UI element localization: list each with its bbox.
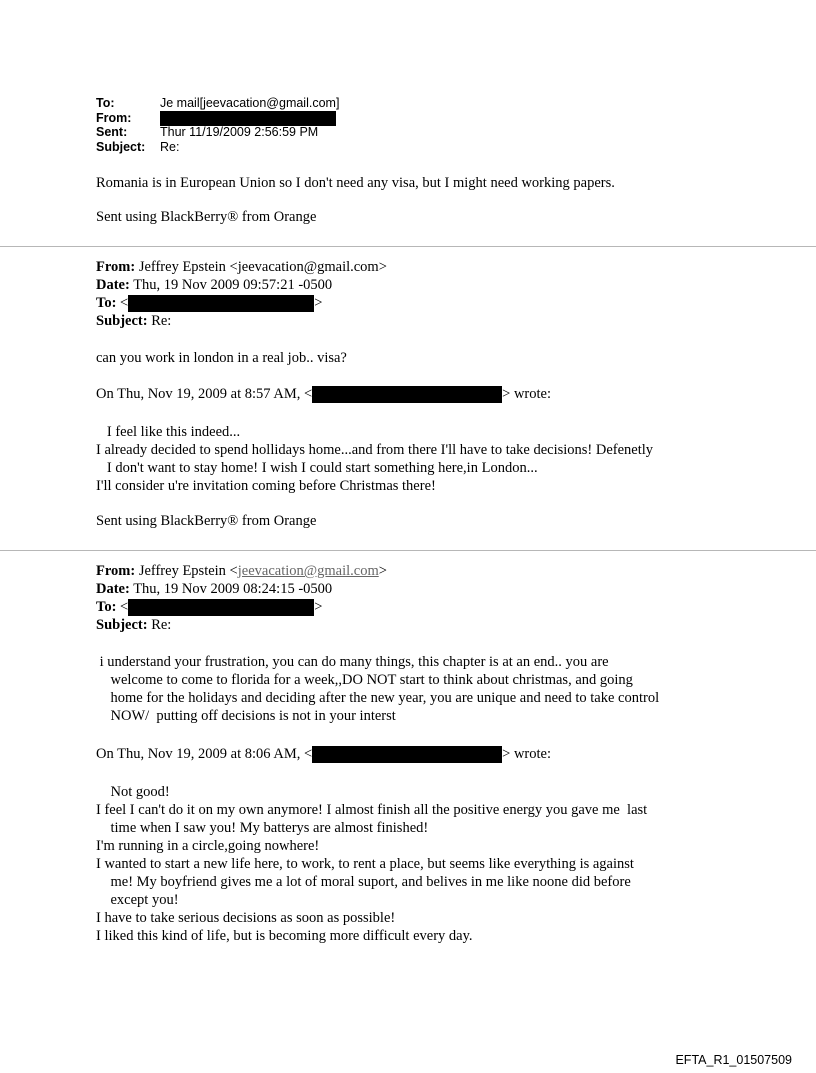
message-meta	[96, 258, 387, 330]
date-value: Thu, 19 Nov 2009 08:24:15 -0500	[133, 581, 333, 597]
subject-value: Re:	[151, 617, 172, 634]
quoted-line: I'm running in a circle,going nowhere!	[96, 838, 320, 854]
redaction-bar	[128, 295, 314, 312]
quoted-line: me! My boyfriend gives me a lot of moral suport, and belives in me like noone did before	[96, 874, 631, 890]
quoted-line: except you!	[96, 892, 179, 908]
message-meta	[96, 562, 387, 634]
quoted-line: I liked this kind of life, but is becoming more difficult every day.	[96, 928, 473, 944]
from-row: From: Jeffrey Epstein <jeevacation@gmail.com>	[96, 259, 387, 275]
sent-label: Sent:	[96, 125, 128, 139]
to-row: To: < >	[96, 599, 323, 615]
message-body-line: i understand your frustration, you can do many things, this chapter is at an end.. you are	[96, 654, 609, 670]
message-body-line: home for the holidays and deciding after the new year, you are unique and need to take control	[96, 690, 660, 706]
sent-value: Thur 11/19/2009 2:56:59 PM	[160, 125, 319, 139]
subject-label: Subject:	[96, 139, 146, 154]
message-body-line: NOW/ putting off decisions is not in your interst	[96, 708, 396, 724]
to-value: Je mail[jeevacation@gmail.com]	[160, 96, 340, 110]
signature: Sent using BlackBerry® from Orange	[96, 209, 317, 225]
header-subject-row	[96, 140, 339, 155]
from-value: Jeffrey Epstein <jeevacation@gmail.com>	[138, 259, 387, 275]
quote-intro: On Thu, Nov 19, 2009 at 8:57 AM, < > wrote:	[96, 386, 552, 402]
separator	[0, 550, 816, 551]
subject-row: Subject: Re:	[96, 617, 172, 634]
email-link[interactable]: jeevacation@gmail.com	[237, 563, 379, 579]
from-label: From:	[96, 110, 132, 125]
message-body: can you work in london in a real job.. visa?	[96, 350, 347, 366]
quoted-line: I wanted to start a new life here, to work, to rent a place, but seems like everything is against	[96, 856, 634, 872]
date-value: Thu, 19 Nov 2009 09:57:21 -0500	[133, 277, 333, 293]
quote-intro: On Thu, Nov 19, 2009 at 8:06 AM, < > wrote:	[96, 746, 552, 762]
document-id: EFTA_R1_01507509	[675, 1053, 792, 1067]
to-label: To:	[96, 96, 115, 110]
from-row: From: Jeffrey Epstein <jeevacation@gmail.com>	[96, 563, 387, 579]
date-row: Date: Thu, 19 Nov 2009 08:24:15 -0500	[96, 581, 333, 597]
separator	[0, 246, 816, 247]
redaction-bar	[128, 599, 314, 616]
quoted-line: I feel I can't do it on my own anymore! I almost finish all the positive energy you gave me last	[96, 802, 648, 818]
quoted-line: I feel like this indeed...	[96, 424, 241, 440]
signature: Sent using BlackBerry® from Orange	[96, 513, 317, 529]
quoted-line: Not good!	[96, 784, 170, 800]
quoted-line: time when I saw you! My batterys are almost finished!	[96, 820, 429, 836]
date-row: Date: Thu, 19 Nov 2009 09:57:21 -0500	[96, 277, 333, 293]
subject-row: Subject: Re:	[96, 313, 172, 330]
quoted-line: I already decided to spend hollidays home...and from there I'll have to take decisions! Defenetly	[96, 442, 654, 458]
subject-value: Re:	[151, 313, 172, 330]
email-header	[96, 96, 339, 154]
quoted-line: I have to take serious decisions as soon as possible!	[96, 910, 396, 926]
message-body-line: welcome to come to florida for a week,,DO NOT start to think about christmas, and going	[96, 672, 633, 688]
subject-value: Re:	[160, 139, 180, 154]
quoted-line: I'll consider u're invitation coming before Christmas there!	[96, 478, 436, 494]
quoted-line: I don't want to stay home! I wish I could start something here,in London...	[96, 460, 538, 476]
redaction-bar	[312, 746, 502, 763]
redaction-bar	[160, 111, 336, 126]
to-row: To: < >	[96, 295, 323, 311]
header-to-row	[96, 96, 339, 111]
redaction-bar	[312, 386, 502, 403]
message-body: Romania is in European Union so I don't need any visa, but I might need working papers.	[96, 175, 615, 191]
header-from-row	[96, 111, 339, 126]
header-sent-row	[96, 125, 339, 140]
